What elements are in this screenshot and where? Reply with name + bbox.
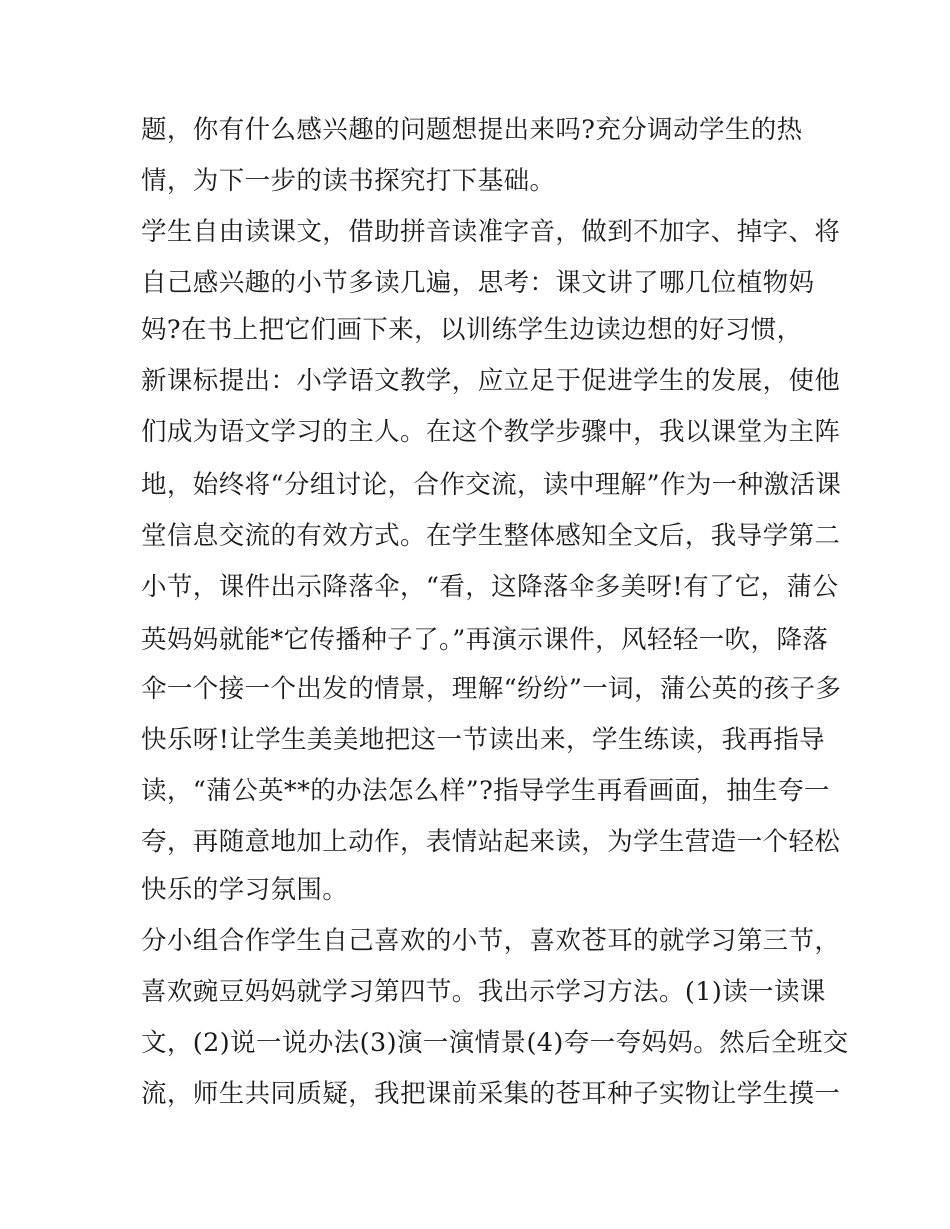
text-line: 文，(2)说一说办法(3)演一演情景(4)夸一夸妈妈。然后全班交 bbox=[141, 1028, 849, 1058]
text-line: 读，“蒲公英**的办法怎么样”?指导学生再看画面，抽生夸一 bbox=[141, 776, 830, 806]
text-line: 小节，课件出示降落伞，“看，这降落伞多美呀!有了它，蒲公 bbox=[141, 572, 839, 602]
text-line: 自己感兴趣的小节多读几遍，思考：课文讲了哪几位植物妈 bbox=[141, 268, 815, 298]
text-line: 们成为语文学习的主人。在这个教学步骤中，我以课堂为主阵 bbox=[141, 417, 841, 447]
text-line: 分小组合作学生自己喜欢的小节，喜欢苍耳的就学习第三节， bbox=[141, 926, 841, 956]
text-line: 堂信息交流的有效方式。在学生整体感知全文后，我导学第二 bbox=[141, 521, 841, 551]
text-line: 快乐的学习氛围。 bbox=[141, 875, 349, 905]
text-line: 夸，再随意地加上动作，表情站起来读，为学生营造一个轻松 bbox=[141, 827, 841, 857]
text-line: 题，你有什么感兴趣的问题想提出来吗?充分调动学生的热 bbox=[141, 115, 803, 145]
text-line: 情，为下一步的读书探究打下基础。 bbox=[141, 166, 556, 196]
text-line: 地，始终将“分组讨论，合作交流，读中理解”作为一种激活课 bbox=[141, 470, 842, 500]
text-line: 快乐呀!让学生美美地把这一节读出来，学生练读，我再指导 bbox=[141, 725, 826, 755]
text-line: 喜欢豌豆妈妈就学习第四节。我出示学习方法。(1)读一读课 bbox=[141, 977, 826, 1007]
text-line: 伞一个接一个出发的情景，理解“纷纷”一词，蒲公英的孩子多 bbox=[141, 674, 842, 704]
text-line: 英妈妈就能*它传播种子了。”再演示课件，风轻轻一吹，降落 bbox=[141, 625, 829, 655]
text-line: 学生自由读课文，借助拼音读准字音，做到不加字、掉字、将 bbox=[141, 217, 841, 247]
text-line: 妈?在书上把它们画下来，以训练学生边读边想的好习惯， bbox=[141, 315, 803, 345]
text-line: 新课标提出：小学语文教学，应立足于促进学生的发展，使他 bbox=[141, 366, 841, 396]
text-line: 流，师生共同质疑，我把课前采集的苍耳种子实物让学生摸一 bbox=[141, 1079, 841, 1109]
